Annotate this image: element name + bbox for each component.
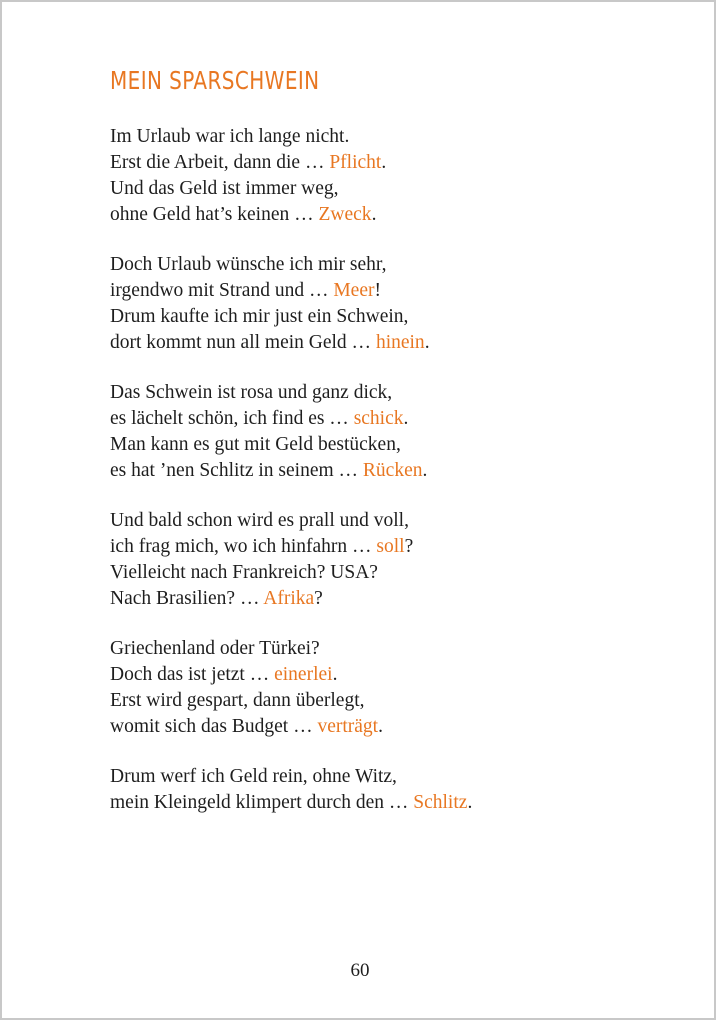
- rhyme-word: Schlitz: [413, 792, 468, 813]
- poem-line: dort kommt nun all mein Geld … hinein.: [110, 332, 430, 353]
- stanza: [110, 380, 670, 484]
- rhyme-word: soll: [376, 536, 405, 557]
- rhyme-word: verträgt: [317, 716, 379, 737]
- poem-line: Vielleicht nach Frankreich? USA?: [110, 562, 378, 583]
- rhyme-word: einerlei: [274, 664, 333, 685]
- poem-line: Und das Geld ist immer weg,: [110, 178, 339, 199]
- poem-body: [110, 124, 670, 840]
- stanza: [110, 252, 670, 356]
- poem-line: Erst wird gespart, dann überlegt,: [110, 690, 365, 711]
- poem-line: Drum kaufte ich mir just ein Schwein,: [110, 306, 409, 327]
- rhyme-word: Afrika: [263, 588, 315, 609]
- poem-line: mein Kleingeld klimpert durch den … Schlitz.: [110, 792, 473, 813]
- poem-line: Und bald schon wird es prall und voll,: [110, 510, 409, 531]
- poem-line: Griechenland oder Türkei?: [110, 638, 320, 659]
- poem-line: Im Urlaub war ich lange nicht.: [110, 126, 350, 147]
- poem-line: womit sich das Budget … verträgt.: [110, 716, 383, 737]
- rhyme-word: hinein: [375, 332, 425, 353]
- rhyme-word: Pflicht: [329, 152, 382, 173]
- poem-line: Drum werf ich Geld rein, ohne Witz,: [110, 766, 397, 787]
- stanza: [110, 124, 670, 228]
- poem-line: irgendwo mit Strand und … Meer!: [110, 280, 381, 301]
- poem-line: es hat ’nen Schlitz in seinem … Rücken.: [110, 460, 428, 481]
- poem-line: Das Schwein ist rosa und ganz dick,: [110, 382, 393, 403]
- poem-title: MEIN SPARSCHWEIN: [110, 66, 320, 95]
- stanza: [110, 764, 670, 816]
- stanza: [110, 636, 670, 740]
- poem-line: es lächelt schön, ich find es … schick.: [110, 408, 409, 429]
- rhyme-word: schick: [353, 408, 404, 429]
- poem-line: Erst die Arbeit, dann die … Pflicht.: [110, 152, 387, 173]
- poem-line: Nach Brasilien? … Afrika?: [110, 588, 323, 609]
- rhyme-word: Rücken: [362, 460, 423, 481]
- rhyme-word: Meer: [333, 280, 375, 301]
- rhyme-word: Zweck: [318, 204, 372, 225]
- poem-line: ich frag mich, wo ich hinfahrn … soll?: [110, 536, 414, 557]
- poem-line: ohne Geld hat’s keinen … Zweck.: [110, 204, 377, 225]
- poem-line: Man kann es gut mit Geld bestücken,: [110, 434, 401, 455]
- stanza: [110, 508, 670, 612]
- page-number: 60: [350, 960, 370, 981]
- poem-line: Doch Urlaub wünsche ich mir sehr,: [110, 254, 387, 275]
- poem-line: Doch das ist jetzt … einerlei.: [110, 664, 338, 685]
